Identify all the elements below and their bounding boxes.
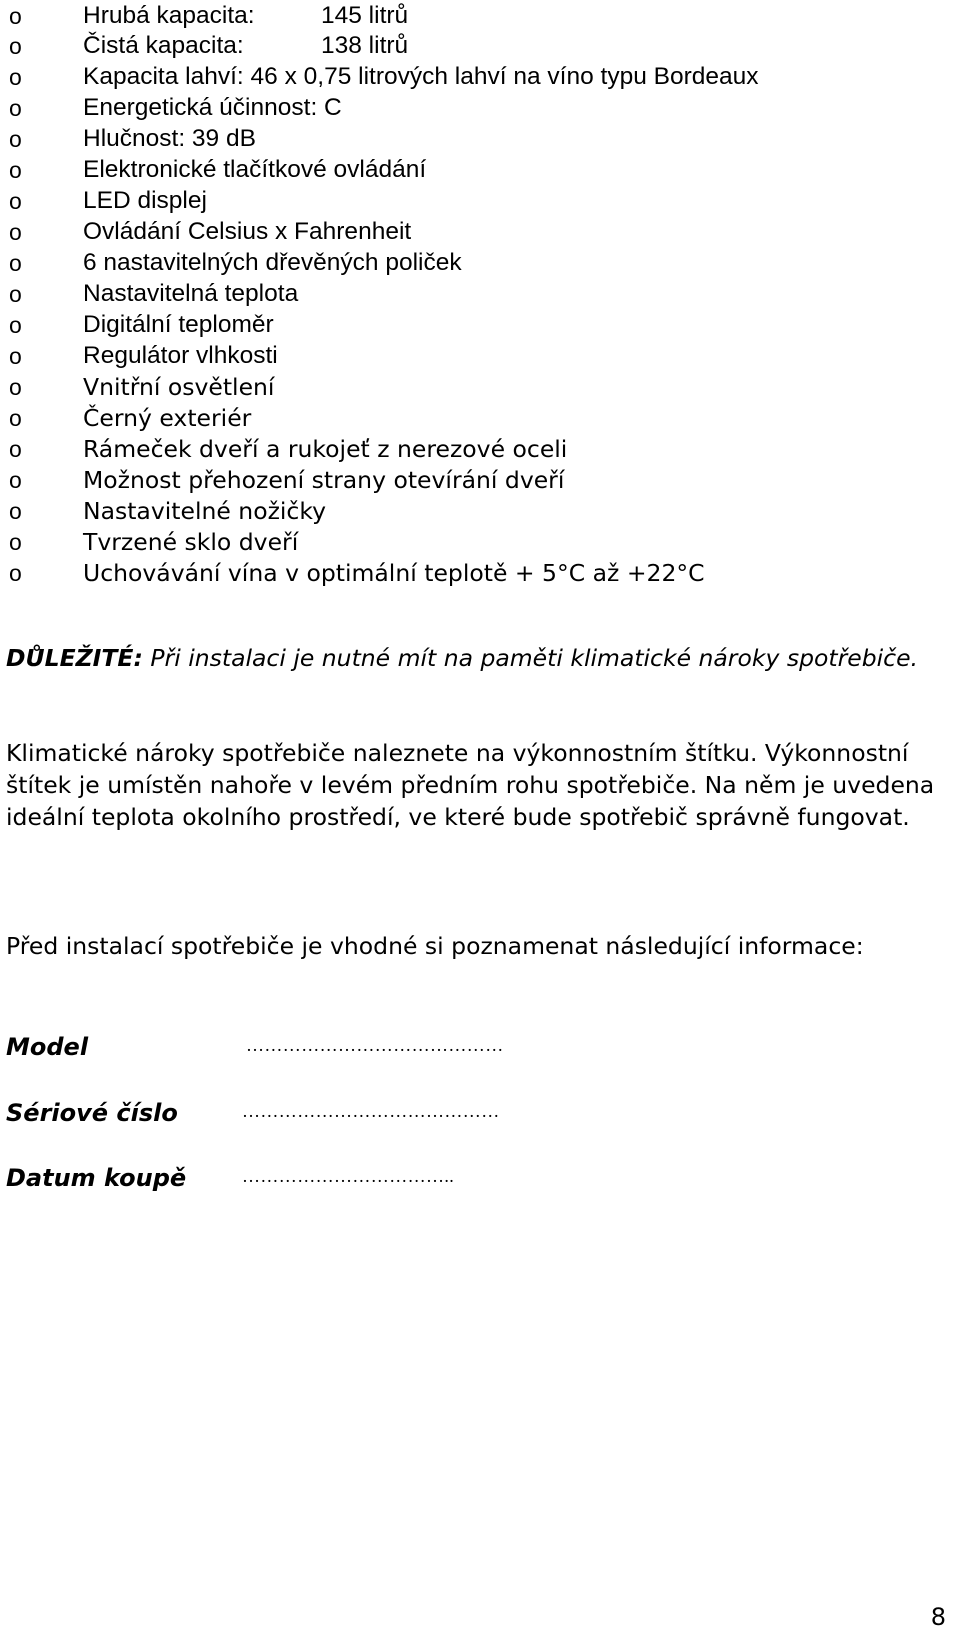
feature-label: Čistá kapacita: — [83, 32, 244, 59]
bullet-marker: o — [9, 312, 22, 338]
bullet-marker: o — [9, 219, 22, 245]
bullet-marker: o — [9, 374, 22, 400]
feature-text: Ovládání Celsius x Fahrenheit — [83, 218, 412, 245]
feature-label: Hrubá kapacita: — [83, 2, 255, 29]
important-text: Při instalaci je nutné mít na paměti klimatické nároky spotřebiče. — [142, 644, 919, 672]
feature-text: Elektronické tlačítkové ovládání — [83, 156, 427, 183]
bullet-marker: o — [9, 3, 22, 29]
bullet-marker: o — [9, 560, 22, 586]
bullet-marker: o — [9, 498, 22, 524]
feature-text: Energetická účinnost: C — [83, 94, 342, 121]
feature-text — [83, 0, 408, 32]
bullet-marker: o — [9, 95, 22, 121]
feature-value: 138 litrů — [321, 32, 409, 59]
field-model — [6, 1030, 946, 1064]
feature-text: Černý exteriér — [83, 404, 252, 432]
feature-text: Regulátor vlhkosti — [83, 342, 278, 369]
important-label: DŮLEŽITÉ: — [6, 644, 143, 672]
field-blank: …………………………………… — [246, 1035, 504, 1055]
climate-paragraph: Klimatické nároky spotřebiče naleznete na výkonnostním štítku. Výkonnostní štítek je umístěn nahoře v levém předním rohu spotřebiče. Na něm je uvedena ideální teplota okolního prostředí, ve které bude spotřebič správně fungovat. — [6, 739, 935, 831]
bullet-marker: o — [9, 126, 22, 152]
feature-text: Uchovávání vína v optimální teplotě + 5°C až +22°C — [83, 559, 705, 587]
feature-value: 145 litrů — [321, 2, 409, 29]
bullet-marker: o — [9, 281, 22, 307]
field-label: Sériové číslo — [6, 1099, 178, 1127]
bullet-marker: o — [9, 188, 22, 214]
feature-text: Rámeček dveří a rukojeť z nerezové oceli — [83, 435, 568, 463]
feature-text — [83, 30, 408, 62]
bullet-marker: o — [9, 250, 22, 276]
feature-text: Nastavitelná teplota — [83, 280, 299, 307]
bullet-marker: o — [9, 529, 22, 555]
important-note — [6, 642, 946, 674]
field-label: Model — [6, 1033, 89, 1061]
field-serial-number — [6, 1096, 946, 1130]
feature-text: Tvrzené sklo dveří — [83, 528, 299, 556]
feature-text: Vnitřní osvětlení — [83, 373, 275, 401]
field-blank: …………………………………… — [242, 1101, 500, 1121]
intro-paragraph: Před instalací spotřebiče je vhodné si poznamenat následující informace: — [6, 932, 864, 960]
field-purchase-date — [6, 1161, 946, 1195]
feature-text: LED displej — [83, 187, 207, 214]
bullet-marker: o — [9, 467, 22, 493]
page-number: 8 — [930, 1603, 946, 1631]
feature-text: Možnost přehození strany otevírání dveří — [83, 466, 565, 494]
bullet-marker: o — [9, 405, 22, 431]
bullet-marker: o — [9, 343, 22, 369]
feature-text: Digitální teploměr — [83, 311, 274, 338]
bullet-marker: o — [9, 64, 22, 90]
field-blank: …………………………….. — [242, 1166, 455, 1186]
field-label: Datum koupě — [6, 1164, 187, 1192]
bullet-marker: o — [9, 157, 22, 183]
feature-text: Nastavitelné nožičky — [83, 497, 327, 525]
feature-text: Kapacita lahví: 46 x 0,75 litrových lahví na víno typu Bordeaux — [83, 63, 759, 90]
feature-text: Hlučnost: 39 dB — [83, 125, 256, 152]
bullet-marker: o — [9, 436, 22, 462]
bullet-marker: o — [9, 33, 22, 59]
feature-text: 6 nastavitelných dřevěných poliček — [83, 249, 462, 276]
